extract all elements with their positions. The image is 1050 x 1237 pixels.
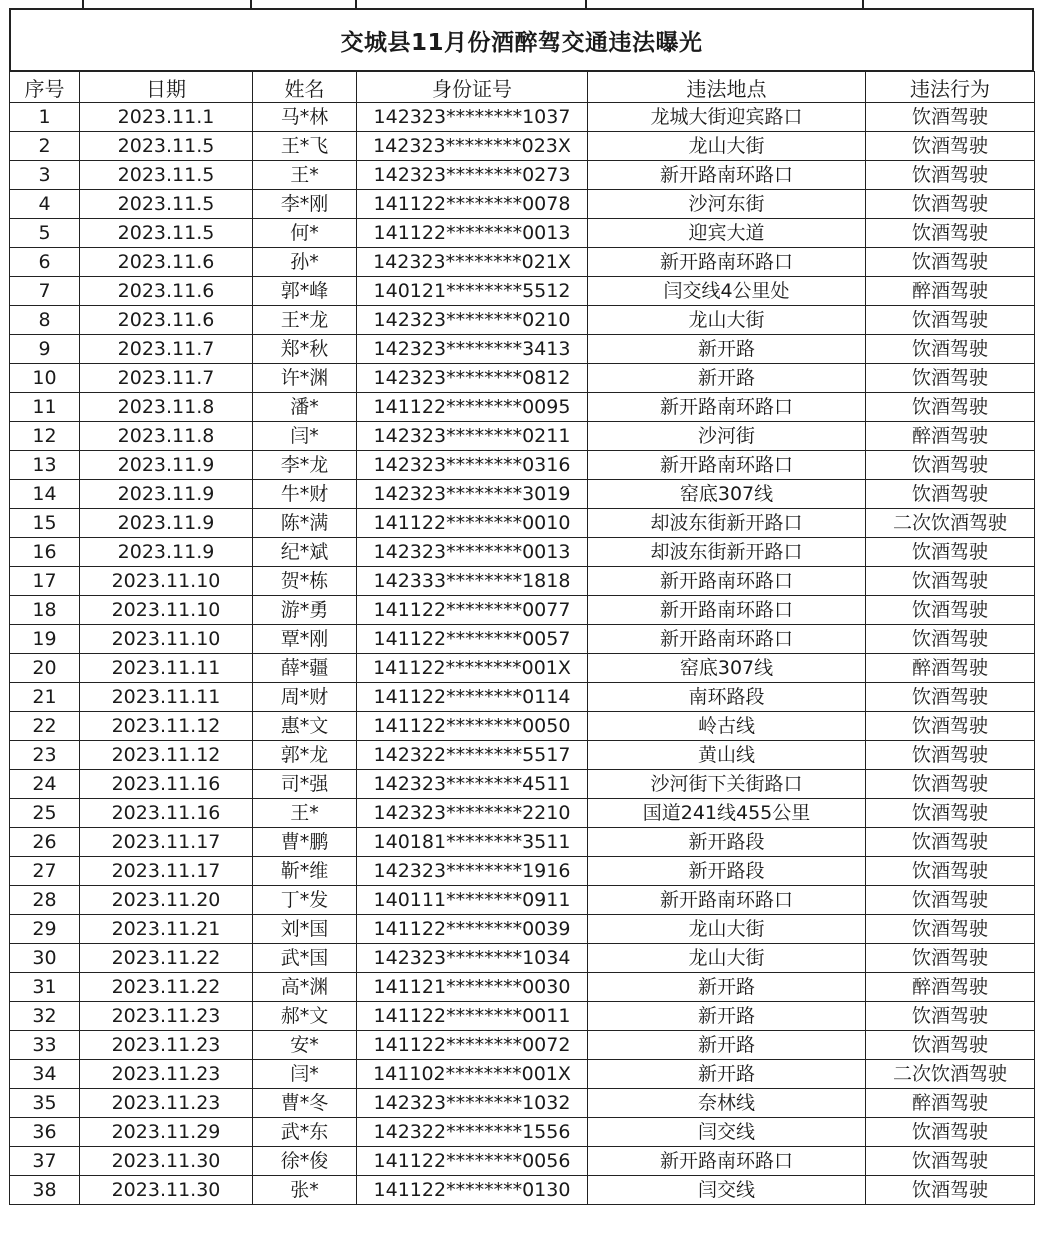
- table-row: [10, 161, 1035, 190]
- cell-name: 许*渊: [253, 364, 357, 393]
- cell-date: 2023.11.22: [80, 973, 253, 1002]
- cell-id-number: 140121********5512: [357, 277, 588, 306]
- table-row: [10, 741, 1035, 770]
- cell-id-number: 140181********3511: [357, 828, 588, 857]
- cell-name: 司*强: [253, 770, 357, 799]
- cell-violation: 饮酒驾驶: [866, 480, 1035, 509]
- cell-id-number: 142322********5517: [357, 741, 588, 770]
- cell-id-number: 141122********0072: [357, 1031, 588, 1060]
- cell-violation: 饮酒驾驶: [866, 857, 1035, 886]
- cell-name: 闫*: [253, 1060, 357, 1089]
- cell-date: 2023.11.11: [80, 654, 253, 683]
- cell-name: 武*东: [253, 1118, 357, 1147]
- cell-name: 牛*财: [253, 480, 357, 509]
- cell-id-number: 142323********4511: [357, 770, 588, 799]
- cell-number: 22: [10, 712, 80, 741]
- cell-violation: 饮酒驾驶: [866, 393, 1035, 422]
- cell-name: 靳*维: [253, 857, 357, 886]
- cell-id-number: 141122********0056: [357, 1147, 588, 1176]
- cell-number: 6: [10, 248, 80, 277]
- table-row: [10, 335, 1035, 364]
- cell-violation: 饮酒驾驶: [866, 799, 1035, 828]
- table-row: [10, 451, 1035, 480]
- table-row: [10, 248, 1035, 277]
- cell-violation: 饮酒驾驶: [866, 712, 1035, 741]
- table-row: [10, 712, 1035, 741]
- table-row: [10, 828, 1035, 857]
- cell-date: 2023.11.20: [80, 886, 253, 915]
- cell-violation: 饮酒驾驶: [866, 567, 1035, 596]
- cell-number: 31: [10, 973, 80, 1002]
- cell-violation: 醉酒驾驶: [866, 422, 1035, 451]
- cell-name: 何*: [253, 219, 357, 248]
- table-header-row: [10, 72, 1035, 103]
- table-row: [10, 1118, 1035, 1147]
- table-row: [10, 538, 1035, 567]
- cell-id-number: 142323********0210: [357, 306, 588, 335]
- cell-violation: 饮酒驾驶: [866, 248, 1035, 277]
- cell-name: 王*: [253, 799, 357, 828]
- table-row: [10, 886, 1035, 915]
- cell-violation: 饮酒驾驶: [866, 915, 1035, 944]
- cell-location: 龙山大街: [588, 306, 866, 335]
- cell-violation: 饮酒驾驶: [866, 103, 1035, 132]
- cell-location: 闫交线: [588, 1118, 866, 1147]
- cell-name: 郝*文: [253, 1002, 357, 1031]
- cell-date: 2023.11.12: [80, 741, 253, 770]
- cell-violation: 饮酒驾驶: [866, 1176, 1035, 1205]
- cell-name: 潘*: [253, 393, 357, 422]
- cell-location: 迎宾大道: [588, 219, 866, 248]
- cell-id-number: 142323********1032: [357, 1089, 588, 1118]
- cell-location: 新开路: [588, 1031, 866, 1060]
- cell-violation: 饮酒驾驶: [866, 132, 1035, 161]
- table-row: [10, 509, 1035, 538]
- cell-location: 闫交线4公里处: [588, 277, 866, 306]
- table-row: [10, 915, 1035, 944]
- cell-name: 王*: [253, 161, 357, 190]
- table-row: [10, 306, 1035, 335]
- table-row: [10, 857, 1035, 886]
- table-row: [10, 1176, 1035, 1205]
- cell-location: 南环路段: [588, 683, 866, 712]
- cell-number: 33: [10, 1031, 80, 1060]
- cell-id-number: 141122********0095: [357, 393, 588, 422]
- cell-violation: 二次饮酒驾驶: [866, 509, 1035, 538]
- cell-violation: 醉酒驾驶: [866, 973, 1035, 1002]
- cell-violation: 饮酒驾驶: [866, 335, 1035, 364]
- cell-name: 惠*文: [253, 712, 357, 741]
- cropped-divider: [355, 0, 357, 8]
- cell-location: 沙河街下关街路口: [588, 770, 866, 799]
- cell-number: 28: [10, 886, 80, 915]
- cell-id-number: 141102********001X: [357, 1060, 588, 1089]
- cell-date: 2023.11.6: [80, 248, 253, 277]
- cell-violation: 醉酒驾驶: [866, 654, 1035, 683]
- cell-id-number: 141122********0039: [357, 915, 588, 944]
- cropped-divider: [862, 0, 864, 8]
- cell-name: 马*林: [253, 103, 357, 132]
- cell-name: 刘*国: [253, 915, 357, 944]
- cell-location: 新开路南环路口: [588, 567, 866, 596]
- table-row: [10, 393, 1035, 422]
- cell-number: 21: [10, 683, 80, 712]
- cell-name: 覃*刚: [253, 625, 357, 654]
- cell-date: 2023.11.9: [80, 480, 253, 509]
- cell-name: 徐*俊: [253, 1147, 357, 1176]
- table-body: [10, 103, 1035, 1205]
- cell-location: 奈林线: [588, 1089, 866, 1118]
- table-row: [10, 1002, 1035, 1031]
- cell-violation: 饮酒驾驶: [866, 596, 1035, 625]
- cell-id-number: 141122********0078: [357, 190, 588, 219]
- cell-number: 2: [10, 132, 80, 161]
- cell-number: 10: [10, 364, 80, 393]
- cell-date: 2023.11.7: [80, 364, 253, 393]
- cell-id-number: 141122********0010: [357, 509, 588, 538]
- cell-number: 30: [10, 944, 80, 973]
- cell-name: 郭*龙: [253, 741, 357, 770]
- cell-id-number: 141122********0077: [357, 596, 588, 625]
- cell-location: 国道241线455公里: [588, 799, 866, 828]
- cell-name: 陈*满: [253, 509, 357, 538]
- cell-number: 3: [10, 161, 80, 190]
- cell-name: 张*: [253, 1176, 357, 1205]
- cell-id-number: 141122********0130: [357, 1176, 588, 1205]
- cell-location: 新开路南环路口: [588, 451, 866, 480]
- cell-name: 贺*栋: [253, 567, 357, 596]
- cell-violation: 饮酒驾驶: [866, 828, 1035, 857]
- cell-date: 2023.11.17: [80, 857, 253, 886]
- cell-id-number: 141122********0114: [357, 683, 588, 712]
- cell-id-number: 141122********0057: [357, 625, 588, 654]
- cell-id-number: 142323********2210: [357, 799, 588, 828]
- cell-location: 沙河街: [588, 422, 866, 451]
- cell-date: 2023.11.10: [80, 567, 253, 596]
- cell-date: 2023.11.11: [80, 683, 253, 712]
- cell-violation: 饮酒驾驶: [866, 1147, 1035, 1176]
- cell-name: 闫*: [253, 422, 357, 451]
- cell-number: 23: [10, 741, 80, 770]
- cell-violation: 饮酒驾驶: [866, 683, 1035, 712]
- cell-id-number: 142323********1916: [357, 857, 588, 886]
- cell-location: 新开路南环路口: [588, 248, 866, 277]
- cell-date: 2023.11.5: [80, 190, 253, 219]
- column-header-location: 违法地点: [588, 72, 866, 103]
- cell-violation: 饮酒驾驶: [866, 219, 1035, 248]
- cell-location: 新开路: [588, 1002, 866, 1031]
- cell-number: 18: [10, 596, 80, 625]
- cell-id-number: 142323********021X: [357, 248, 588, 277]
- cell-violation: 饮酒驾驶: [866, 770, 1035, 799]
- cell-location: 窑底307线: [588, 654, 866, 683]
- cell-violation: 醉酒驾驶: [866, 277, 1035, 306]
- cell-name: 王*龙: [253, 306, 357, 335]
- cell-date: 2023.11.30: [80, 1147, 253, 1176]
- table-row: [10, 1060, 1035, 1089]
- cell-number: 11: [10, 393, 80, 422]
- cell-name: 游*勇: [253, 596, 357, 625]
- cell-violation: 饮酒驾驶: [866, 306, 1035, 335]
- cell-id-number: 142323********1037: [357, 103, 588, 132]
- table-row: [10, 132, 1035, 161]
- table-row: [10, 277, 1035, 306]
- cell-date: 2023.11.17: [80, 828, 253, 857]
- cell-number: 36: [10, 1118, 80, 1147]
- table-row: [10, 944, 1035, 973]
- cell-date: 2023.11.6: [80, 306, 253, 335]
- cell-date: 2023.11.9: [80, 538, 253, 567]
- cell-date: 2023.11.5: [80, 161, 253, 190]
- cell-name: 郑*秋: [253, 335, 357, 364]
- cell-date: 2023.11.12: [80, 712, 253, 741]
- cell-date: 2023.11.8: [80, 422, 253, 451]
- cell-date: 2023.11.23: [80, 1031, 253, 1060]
- cell-location: 新开路段: [588, 857, 866, 886]
- cell-id-number: 141121********0030: [357, 973, 588, 1002]
- cell-location: 新开路: [588, 1060, 866, 1089]
- cell-number: 26: [10, 828, 80, 857]
- cell-date: 2023.11.9: [80, 509, 253, 538]
- table-row: [10, 1147, 1035, 1176]
- cell-date: 2023.11.22: [80, 944, 253, 973]
- cell-violation: 醉酒驾驶: [866, 1089, 1035, 1118]
- table-row: [10, 219, 1035, 248]
- cell-name: 曹*鹏: [253, 828, 357, 857]
- cell-date: 2023.11.7: [80, 335, 253, 364]
- cell-date: 2023.11.21: [80, 915, 253, 944]
- cropped-table-top: [0, 0, 1050, 8]
- cell-name: 周*财: [253, 683, 357, 712]
- cell-location: 龙山大街: [588, 944, 866, 973]
- cell-name: 李*刚: [253, 190, 357, 219]
- cell-date: 2023.11.8: [80, 393, 253, 422]
- cell-location: 新开路南环路口: [588, 393, 866, 422]
- cell-location: 黄山线: [588, 741, 866, 770]
- cell-location: 新开路: [588, 364, 866, 393]
- cell-violation: 二次饮酒驾驶: [866, 1060, 1035, 1089]
- cell-number: 29: [10, 915, 80, 944]
- cropped-divider: [82, 0, 84, 8]
- cell-name: 武*国: [253, 944, 357, 973]
- cell-number: 20: [10, 654, 80, 683]
- column-header-date: 日期: [80, 72, 253, 103]
- cell-violation: 饮酒驾驶: [866, 1031, 1035, 1060]
- cell-name: 李*龙: [253, 451, 357, 480]
- cell-number: 16: [10, 538, 80, 567]
- cell-number: 7: [10, 277, 80, 306]
- cell-id-number: 142323********1034: [357, 944, 588, 973]
- cell-number: 5: [10, 219, 80, 248]
- cell-date: 2023.11.10: [80, 625, 253, 654]
- cell-number: 12: [10, 422, 80, 451]
- cell-location: 新开路段: [588, 828, 866, 857]
- table-row: [10, 480, 1035, 509]
- cell-date: 2023.11.5: [80, 132, 253, 161]
- cell-number: 17: [10, 567, 80, 596]
- cell-location: 新开路南环路口: [588, 161, 866, 190]
- column-header-name: 姓名: [253, 72, 357, 103]
- cell-date: 2023.11.1: [80, 103, 253, 132]
- cell-number: 4: [10, 190, 80, 219]
- cell-date: 2023.11.5: [80, 219, 253, 248]
- cell-date: 2023.11.23: [80, 1002, 253, 1031]
- cell-id-number: 142322********1556: [357, 1118, 588, 1147]
- cell-violation: 饮酒驾驶: [866, 944, 1035, 973]
- cell-number: 15: [10, 509, 80, 538]
- cell-date: 2023.11.30: [80, 1176, 253, 1205]
- cell-violation: 饮酒驾驶: [866, 538, 1035, 567]
- column-header-id-number: 身份证号: [357, 72, 588, 103]
- cell-location: 新开路: [588, 973, 866, 1002]
- cell-date: 2023.11.10: [80, 596, 253, 625]
- cell-violation: 饮酒驾驶: [866, 190, 1035, 219]
- cell-name: 王*飞: [253, 132, 357, 161]
- cell-location: 却波东街新开路口: [588, 538, 866, 567]
- cell-date: 2023.11.29: [80, 1118, 253, 1147]
- cell-location: 新开路南环路口: [588, 1147, 866, 1176]
- cell-date: 2023.11.23: [80, 1089, 253, 1118]
- cell-location: 窑底307线: [588, 480, 866, 509]
- table-row: [10, 567, 1035, 596]
- cell-location: 新开路: [588, 335, 866, 364]
- cropped-divider: [250, 0, 252, 8]
- table-row: [10, 596, 1035, 625]
- cell-date: 2023.11.9: [80, 451, 253, 480]
- cell-name: 孙*: [253, 248, 357, 277]
- cell-name: 纪*斌: [253, 538, 357, 567]
- cell-violation: 饮酒驾驶: [866, 451, 1035, 480]
- table-title-row: [9, 8, 1034, 72]
- cell-name: 丁*发: [253, 886, 357, 915]
- cell-id-number: 141122********001X: [357, 654, 588, 683]
- cell-violation: 饮酒驾驶: [866, 1118, 1035, 1147]
- cell-number: 27: [10, 857, 80, 886]
- cell-number: 34: [10, 1060, 80, 1089]
- cell-location: 岭古线: [588, 712, 866, 741]
- cell-number: 9: [10, 335, 80, 364]
- cell-location: 新开路南环路口: [588, 625, 866, 654]
- cell-violation: 饮酒驾驶: [866, 364, 1035, 393]
- cell-id-number: 142323********0812: [357, 364, 588, 393]
- cell-id-number: 142323********3019: [357, 480, 588, 509]
- cell-number: 1: [10, 103, 80, 132]
- cell-id-number: 142323********023X: [357, 132, 588, 161]
- cell-number: 19: [10, 625, 80, 654]
- table-row: [10, 799, 1035, 828]
- cell-id-number: 141122********0050: [357, 712, 588, 741]
- page-title: 交城县11月份酒醉驾交通违法曝光: [340, 29, 703, 56]
- cell-number: 8: [10, 306, 80, 335]
- cell-id-number: 142323********3413: [357, 335, 588, 364]
- cell-name: 薛*疆: [253, 654, 357, 683]
- violations-table: [9, 71, 1035, 1205]
- cell-location: 龙山大街: [588, 132, 866, 161]
- cell-name: 郭*峰: [253, 277, 357, 306]
- cell-id-number: 142333********1818: [357, 567, 588, 596]
- cell-name: 安*: [253, 1031, 357, 1060]
- cell-violation: 饮酒驾驶: [866, 886, 1035, 915]
- cell-name: 曹*冬: [253, 1089, 357, 1118]
- cell-violation: 饮酒驾驶: [866, 1002, 1035, 1031]
- cell-location: 却波东街新开路口: [588, 509, 866, 538]
- cell-id-number: 142323********0316: [357, 451, 588, 480]
- cell-date: 2023.11.16: [80, 799, 253, 828]
- cell-date: 2023.11.16: [80, 770, 253, 799]
- cell-violation: 饮酒驾驶: [866, 741, 1035, 770]
- table-row: [10, 1089, 1035, 1118]
- cell-number: 13: [10, 451, 80, 480]
- table-row: [10, 364, 1035, 393]
- table-row: [10, 683, 1035, 712]
- cell-id-number: 141122********0013: [357, 219, 588, 248]
- table-row: [10, 654, 1035, 683]
- table-row: [10, 625, 1035, 654]
- column-header-violation: 违法行为: [866, 72, 1035, 103]
- cell-number: 25: [10, 799, 80, 828]
- cell-id-number: 142323********0013: [357, 538, 588, 567]
- cell-number: 37: [10, 1147, 80, 1176]
- cell-location: 闫交线: [588, 1176, 866, 1205]
- table-row: [10, 973, 1035, 1002]
- cell-location: 沙河东街: [588, 190, 866, 219]
- cell-name: 高*渊: [253, 973, 357, 1002]
- cell-id-number: 142323********0273: [357, 161, 588, 190]
- cell-location: 龙山大街: [588, 915, 866, 944]
- table-row: [10, 190, 1035, 219]
- cell-date: 2023.11.23: [80, 1060, 253, 1089]
- cell-number: 24: [10, 770, 80, 799]
- cell-id-number: 141122********0011: [357, 1002, 588, 1031]
- cropped-divider: [585, 0, 587, 8]
- table-row: [10, 103, 1035, 132]
- cell-id-number: 142323********0211: [357, 422, 588, 451]
- cell-number: 32: [10, 1002, 80, 1031]
- cell-violation: 饮酒驾驶: [866, 625, 1035, 654]
- cell-date: 2023.11.6: [80, 277, 253, 306]
- cell-number: 35: [10, 1089, 80, 1118]
- cell-location: 新开路南环路口: [588, 596, 866, 625]
- cell-number: 14: [10, 480, 80, 509]
- cell-location: 新开路南环路口: [588, 886, 866, 915]
- cell-violation: 饮酒驾驶: [866, 161, 1035, 190]
- cell-id-number: 140111********0911: [357, 886, 588, 915]
- cell-number: 38: [10, 1176, 80, 1205]
- column-header-number: 序号: [10, 72, 80, 103]
- table-row: [10, 770, 1035, 799]
- cell-location: 龙城大街迎宾路口: [588, 103, 866, 132]
- table-row: [10, 1031, 1035, 1060]
- table-row: [10, 422, 1035, 451]
